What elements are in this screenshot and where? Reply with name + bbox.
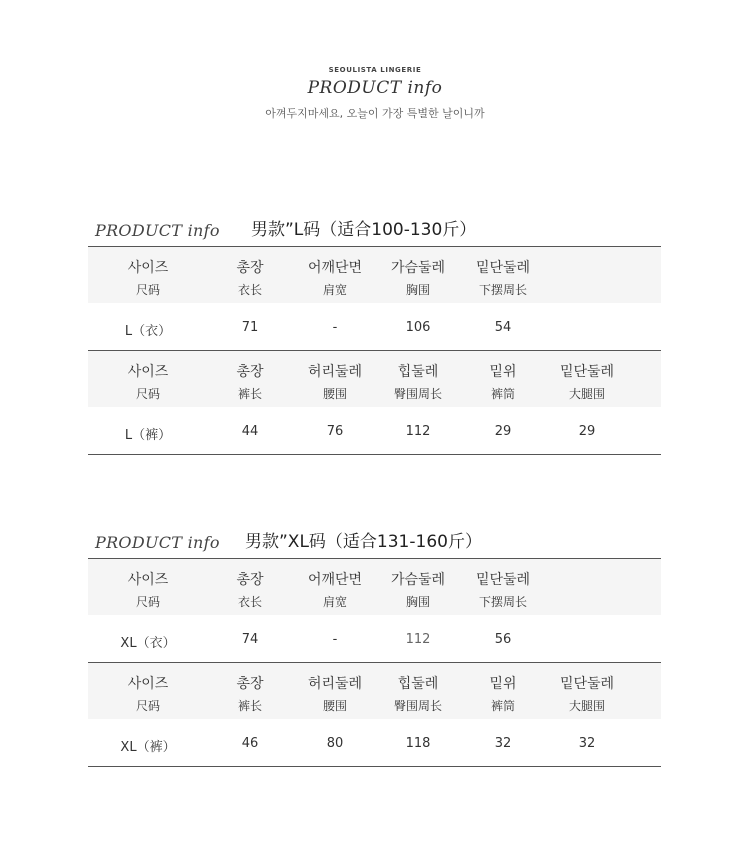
header-size-zh: 尺码 <box>135 595 160 609</box>
header-shoulder-ko: 어깨단면 <box>307 572 363 588</box>
section-title: 男款”L码（适合100-130斤） <box>251 220 477 240</box>
section-title: 男款”XL码（适合131-160斤） <box>245 532 482 552</box>
value-length: 74 <box>241 632 259 647</box>
divider <box>88 454 661 455</box>
header-rise-ko: 밑위 <box>489 364 517 380</box>
section-header <box>88 518 661 558</box>
tagline: 아껴두지마세요, 오늘이 가장 특별한 날이니까 <box>265 107 485 120</box>
top-table-header-row <box>88 247 661 303</box>
header-rise-ko: 밑위 <box>489 676 517 692</box>
value-waist: 76 <box>326 424 344 439</box>
header-length-ko: 총장 <box>236 260 264 276</box>
top-table-value-row <box>88 303 661 350</box>
section-label: PRODUCT info <box>95 533 220 552</box>
header-hem-ko: 밑단둘레 <box>475 572 531 588</box>
value-waist: 80 <box>326 736 344 751</box>
value-size: L（衣） <box>124 324 172 339</box>
bottom-table-value-row <box>88 719 661 766</box>
value-length: 71 <box>241 320 259 335</box>
header-hem-zh: 下摆周长 <box>478 283 527 297</box>
page-header <box>0 66 750 121</box>
section-header <box>88 206 661 246</box>
header-length-zh: 衣长 <box>237 283 262 297</box>
value-size: XL（衣） <box>120 636 176 651</box>
header-chest-zh: 胸围 <box>405 595 430 609</box>
header-rise-zh: 裤筒 <box>490 699 515 713</box>
header-shoulder-zh: 肩宽 <box>322 283 347 297</box>
header-hip-zh: 臀围周长 <box>393 699 442 713</box>
header-size-ko: 사이즈 <box>127 676 169 692</box>
top-table-header-row <box>88 559 661 615</box>
value-length: 46 <box>241 736 259 751</box>
header-size-ko: 사이즈 <box>127 364 169 380</box>
value-size: XL（裤） <box>120 740 176 755</box>
header-chest-ko: 가슴둘레 <box>390 572 446 588</box>
header-size-zh: 尺码 <box>135 387 160 401</box>
header-shoulder-zh: 肩宽 <box>322 595 347 609</box>
header-size-zh: 尺码 <box>135 699 160 713</box>
header-length-ko: 총장 <box>236 572 264 588</box>
value-hem: 56 <box>494 632 512 647</box>
header-length-zh: 衣长 <box>237 595 262 609</box>
header-size-zh: 尺码 <box>135 283 160 297</box>
value-chest: 106 <box>405 320 431 335</box>
header-hem-ko: 밑단둘레 <box>475 260 531 276</box>
value-thigh: 29 <box>578 424 596 439</box>
header-length-zh: 裤长 <box>237 387 262 401</box>
value-rise: 32 <box>494 736 512 751</box>
bottom-table-header-row <box>88 351 661 407</box>
size-section-xl <box>88 518 661 767</box>
value-size: L（裤） <box>124 428 172 443</box>
header-length-zh: 裤长 <box>237 699 262 713</box>
header-waist-zh: 腰围 <box>322 699 347 713</box>
header-length-ko: 총장 <box>236 364 264 380</box>
header-chest-ko: 가슴둘레 <box>390 260 446 276</box>
header-waist-ko: 허리둘레 <box>307 676 363 692</box>
value-hip: 112 <box>405 424 431 439</box>
header-thigh-zh: 大腿围 <box>568 387 605 401</box>
header-shoulder-ko: 어깨단면 <box>307 260 363 276</box>
bottom-table-value-row <box>88 407 661 454</box>
header-waist-zh: 腰围 <box>322 387 347 401</box>
value-rise: 29 <box>494 424 512 439</box>
header-hem-zh: 下摆周长 <box>478 595 527 609</box>
header-hip-ko: 힙둘레 <box>397 364 439 380</box>
value-thigh: 32 <box>578 736 596 751</box>
size-section-l <box>88 206 661 455</box>
divider <box>88 766 661 767</box>
value-shoulder: - <box>332 632 338 647</box>
header-hip-zh: 臀围周长 <box>393 387 442 401</box>
brand-name: SEOULISTA LINGERIE <box>328 66 422 74</box>
value-shoulder: - <box>332 320 338 335</box>
header-waist-ko: 허리둘레 <box>307 364 363 380</box>
value-chest: 112 <box>405 632 431 647</box>
header-chest-zh: 胸围 <box>405 283 430 297</box>
header-thigh-zh: 大腿围 <box>568 699 605 713</box>
value-hem: 54 <box>494 320 512 335</box>
page-title: PRODUCT info <box>307 78 443 98</box>
header-size-ko: 사이즈 <box>127 260 169 276</box>
header-length-ko: 총장 <box>236 676 264 692</box>
header-hip-ko: 힙둘레 <box>397 676 439 692</box>
bottom-table-header-row <box>88 663 661 719</box>
header-thigh-ko: 밑단둘레 <box>559 364 615 380</box>
value-length: 44 <box>241 424 259 439</box>
header-thigh-ko: 밑단둘레 <box>559 676 615 692</box>
value-hip: 118 <box>405 736 431 751</box>
top-table-value-row <box>88 615 661 662</box>
header-size-ko: 사이즈 <box>127 572 169 588</box>
section-label: PRODUCT info <box>95 221 220 240</box>
header-rise-zh: 裤筒 <box>490 387 515 401</box>
